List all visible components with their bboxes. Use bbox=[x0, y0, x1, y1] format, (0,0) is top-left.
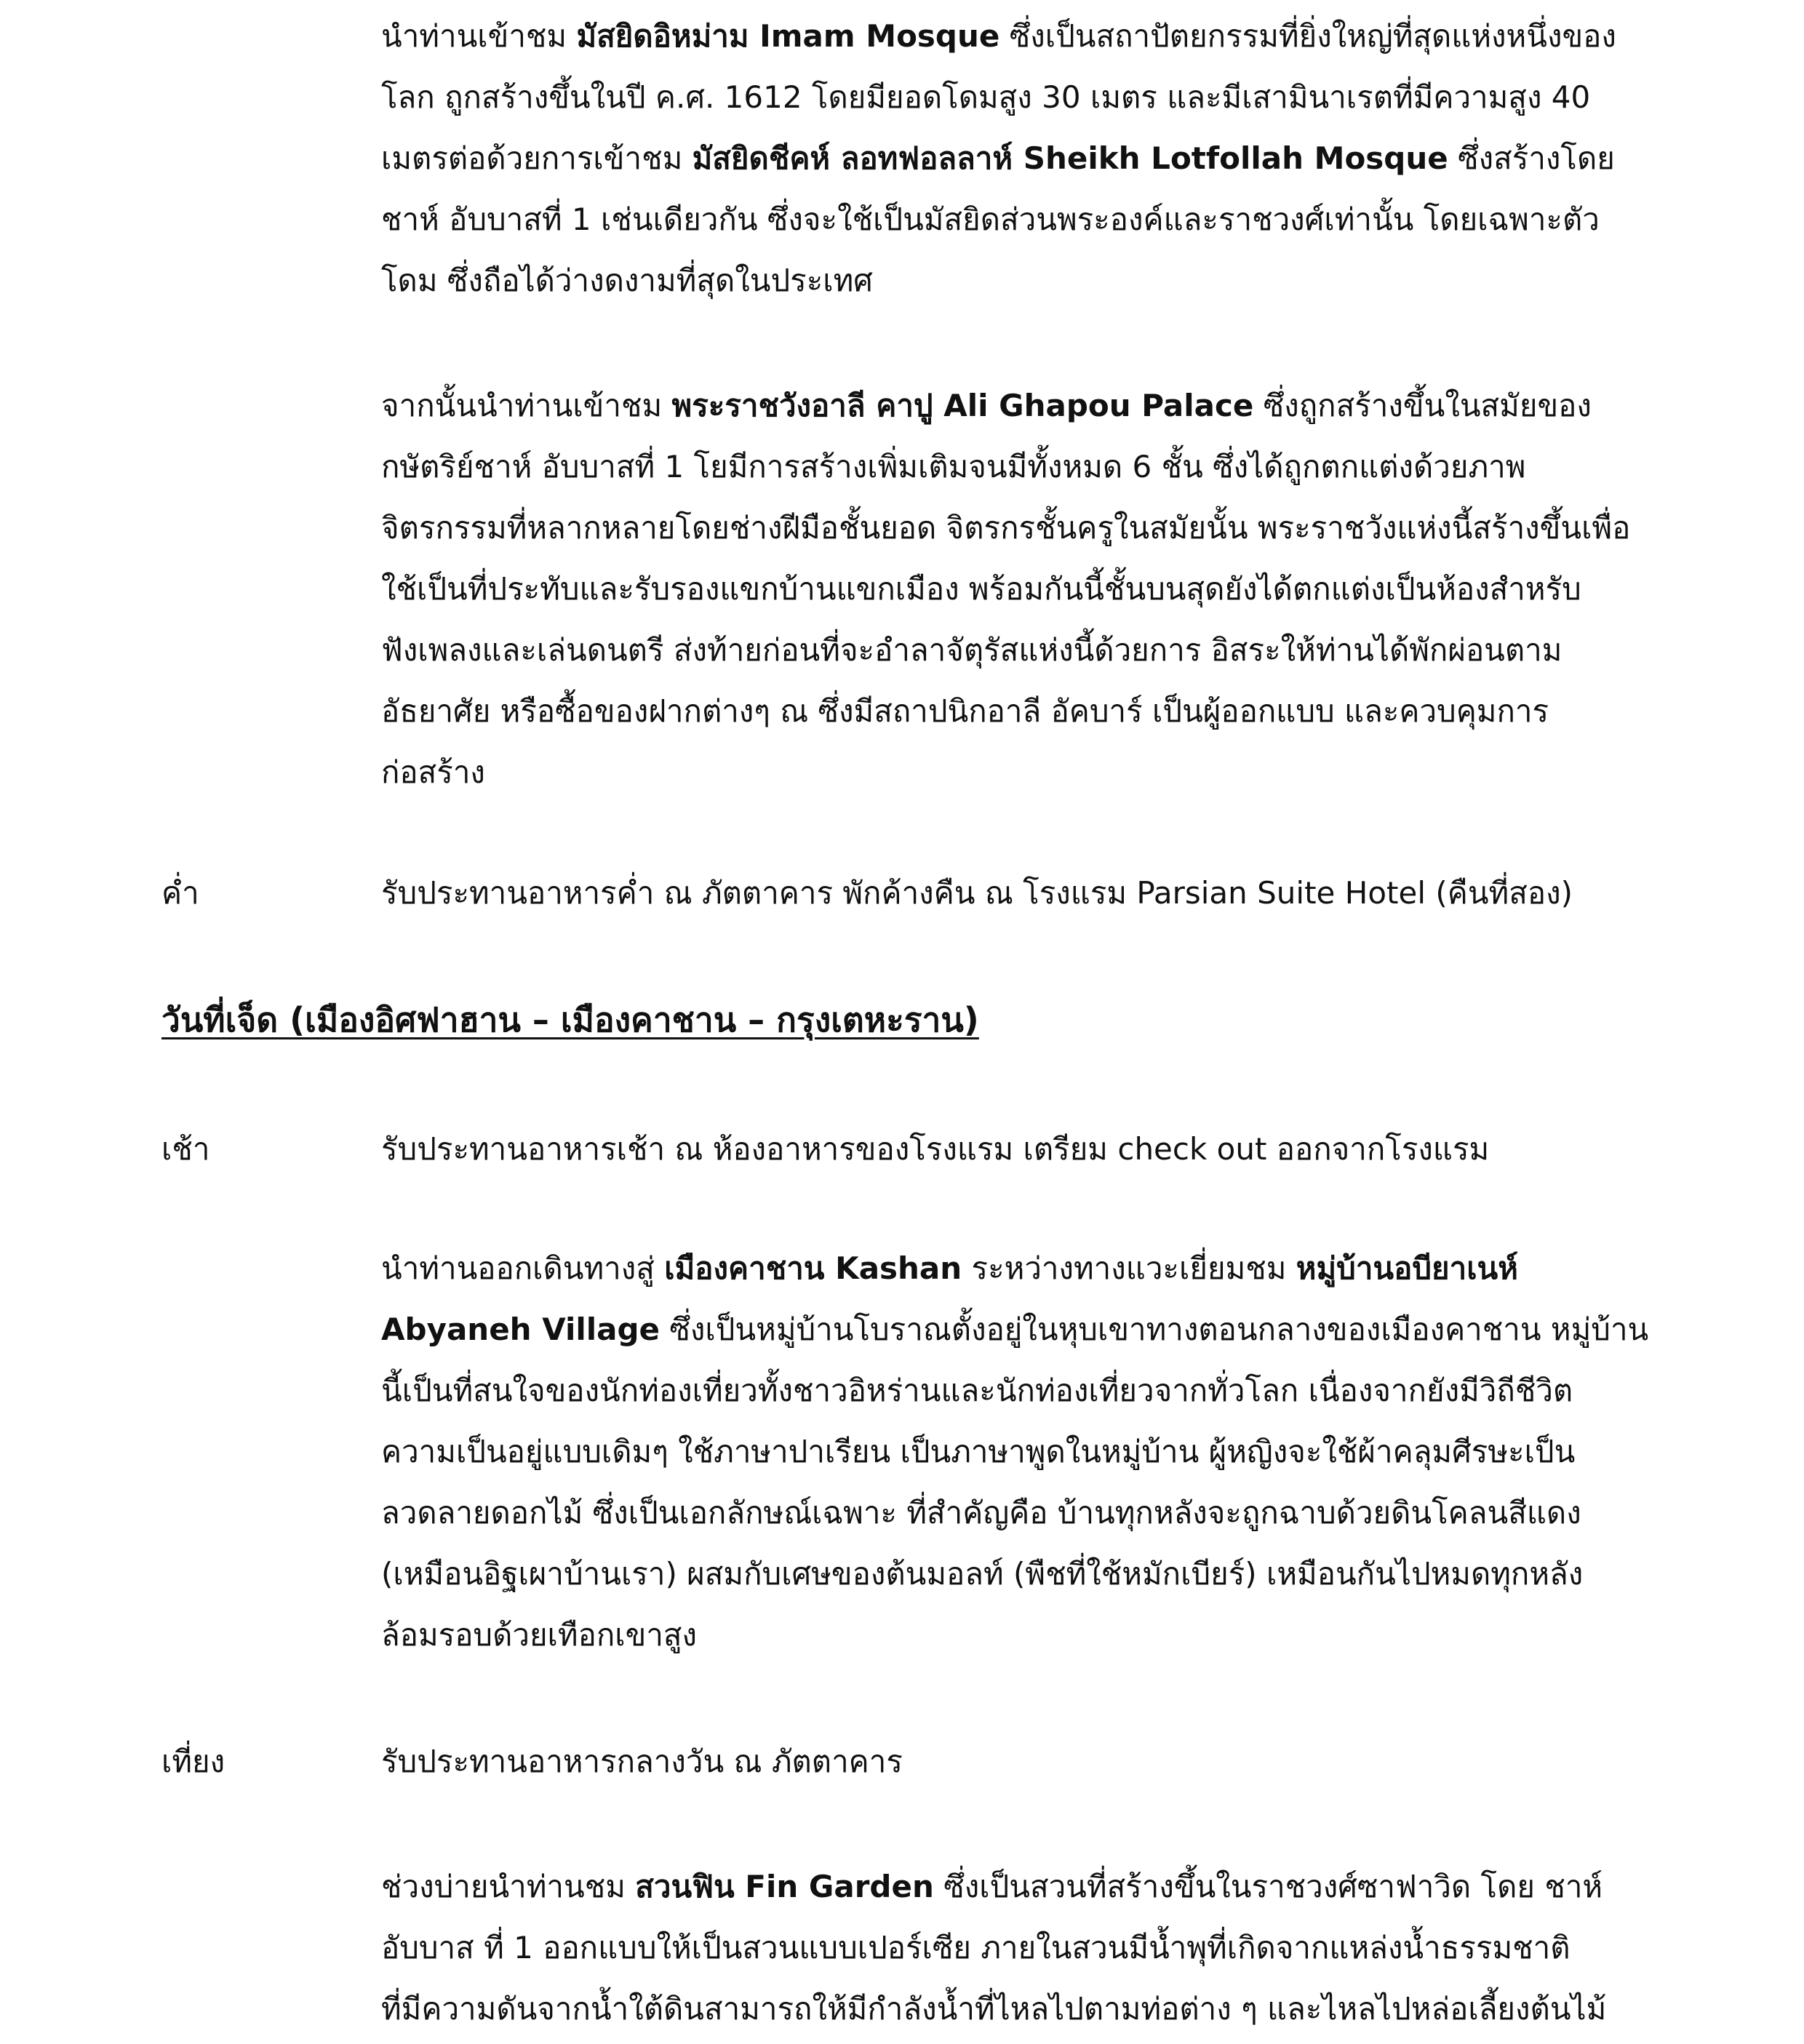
schedule-row-dinner bbox=[0, 863, 1804, 924]
schedule-text-dinner: รับประทานอาหารค่ำ ณ ภัตตาคาร พักค้างคืน ณ โรงแรม Parsian Suite Hotel (คืนที่สอง) bbox=[381, 875, 1573, 911]
paragraph-line: ลวดลายดอกไม้ ซึ่งเป็นเอกลักษณ์เฉพาะ ที่สำคัญคือ บ้านทุกหลังจะถูกฉาบด้วยดินโคลนสีแดง bbox=[381, 1495, 1581, 1530]
paragraph-line: จิตรกรรมที่หลากหลายโดยช่างฝีมือชั้นยอด จิตรกรชั้นครูในสมัยนั้น พระราชวังแห่งนี้สร้างขึ้นเพื่อ bbox=[381, 510, 1631, 546]
paragraph-line: อัธยาศัย หรือซื้อของฝากต่างๆ ณ ซึ่งมีสถาปนิกอาลี อัคบาร์ เป็นผู้ออกแบบ และควบคุมการ bbox=[381, 693, 1549, 729]
paragraph-line: อับบาส ที่ 1 ออกแบบให้เป็นสวนแบบเปอร์เซีย ภายในสวนมีน้ำพุที่เกิดจากแหล่งน้ำธรรมชาติ bbox=[381, 1930, 1570, 1965]
place-name-fin-garden: สวนฟิน Fin Garden bbox=[635, 1869, 934, 1904]
time-label-dinner: ค่ำ bbox=[161, 875, 199, 911]
paragraph-line: ล้อมรอบด้วยเทือกเขาสูง bbox=[381, 1617, 698, 1653]
place-name-imam-mosque: มัสยิดอิหม่าม Imam Mosque bbox=[576, 18, 1000, 54]
paragraph-line: โลก ถูกสร้างขึ้นในปี ค.ศ. 1612 โดยมียอดโดมสูง 30 เมตร และมีเสามินาเรตที่มีความสูง 40 bbox=[381, 79, 1591, 115]
schedule-text-breakfast: รับประทานอาหารเช้า ณ ห้องอาหารของโรงแรม เตรียม check out ออกจากโรงแรม bbox=[381, 1131, 1490, 1167]
paragraph-fin-garden bbox=[381, 1856, 1669, 2040]
paragraph-line: ที่มีความดันจากน้ำใต้ดินสามารถให้มีกำลังน้ำที่ไหลไปตามท่อต่าง ๆ และไหลไปหล่อเลี้ยงต้นไม้ bbox=[381, 1991, 1607, 2027]
place-name-sheikh-lotfollah: มัสยิดชีคห์ ลอทฟอลลาห์ Sheikh Lotfollah Mosque bbox=[692, 140, 1448, 176]
paragraph-line: กษัตริย์ชาห์ อับบาสที่ 1 โยมีการสร้างเพิ่มเติมจนมีทั้งหมด 6 ชั้น ซึ่งได้ถูกตกแต่งด้วยภาพ bbox=[381, 449, 1526, 484]
paragraph-line: นี้เป็นที่สนใจของนักท่องเที่ยวทั้งชาวอิหร่านและนักท่องเที่ยวจากทั่วโลก เนื่องจากยังมีวิถีชีวิต bbox=[381, 1373, 1573, 1408]
paragraph-line: ความเป็นอยู่แบบเดิมๆ ใช้ภาษาปาเรียน เป็นภาษาพูดในหมู่บ้าน ผู้หญิงจะใช้ผ้าคลุมศีรษะเป็น bbox=[381, 1434, 1576, 1469]
paragraph-line: ใช้เป็นที่ประทับและรับรองแขกบ้านแขกเมือง พร้อมกันนี้ชั้นบนสุดยังได้ตกแต่งเป็นห้องสำหรับ bbox=[381, 571, 1581, 607]
place-name-ali-ghapou: พระราชวังอาลี คาปู Ali Ghapou Palace bbox=[671, 388, 1254, 423]
paragraph-abyaneh bbox=[381, 1238, 1669, 1666]
paragraph-line: Abyaneh Village ซึ่งเป็นหมู่บ้านโบราณตั้งอยู่ในหุบเขาทางตอนกลางของเมืองคาชาน หมู่บ้าน bbox=[381, 1312, 1649, 1347]
place-name-kashan: เมืองคาชาน Kashan bbox=[664, 1250, 962, 1286]
paragraph-imam-mosque bbox=[381, 6, 1669, 311]
paragraph-line: ก่อสร้าง bbox=[381, 754, 485, 790]
schedule-row-lunch bbox=[0, 1731, 1804, 1792]
paragraph-line: โดม ซึ่งถือได้ว่างดงามที่สุดในประเทศ bbox=[381, 263, 873, 298]
paragraph-line: ฟังเพลงและเล่นดนตรี ส่งท้ายก่อนที่จะอำลาจัตุรัสแห่งนี้ด้วยการ อิสระให้ท่านได้พักผ่อนตาม bbox=[381, 632, 1562, 668]
place-name-abyaneh-village: Abyaneh Village bbox=[381, 1312, 660, 1347]
paragraph-line: ช่วงบ่ายนำท่านชม สวนฟิน Fin Garden ซึ่งเป็นสวนที่สร้างขึ้นในราชวงศ์ซาฟาวิด โดย ชาห์ bbox=[381, 1869, 1603, 1904]
schedule-text-lunch: รับประทานอาหารกลางวัน ณ ภัตตาคาร bbox=[381, 1744, 903, 1779]
paragraph-line: (เหมือนอิฐเผาบ้านเรา) ผสมกับเศษของต้นมอลท์ (พืชที่ใช้หมักเบียร์) เหมือนกันไปหมดทุกหลัง bbox=[381, 1556, 1584, 1592]
paragraph-line: เมตรต่อด้วยการเข้าชม มัสยิดชีคห์ ลอทฟอลลาห์ Sheikh Lotfollah Mosque ซึ่งสร้างโดย bbox=[381, 140, 1615, 176]
day-heading: วันที่เจ็ด (เมืองอิศฟาฮาน – เมืองคาชาน – กรุงเตหะราน) bbox=[161, 1000, 979, 1039]
time-label-lunch: เที่ยง bbox=[161, 1744, 226, 1779]
place-name-abyaneh-thai: หมู่บ้านอบียาเนห์ bbox=[1296, 1250, 1518, 1286]
time-label-breakfast: เช้า bbox=[161, 1131, 210, 1167]
schedule-row-breakfast bbox=[0, 1119, 1804, 1180]
paragraph-line: จากนั้นนำท่านเข้าชม พระราชวังอาลี คาปู Ali Ghapou Palace ซึ่งถูกสร้างขึ้นในสมัยของ bbox=[381, 388, 1592, 423]
paragraph-line: นำท่านเข้าชม มัสยิดอิหม่าม Imam Mosque ซึ่งเป็นสถาปัตยกรรมที่ยิ่งใหญ่ที่สุดแห่งหนึ่งของ bbox=[381, 18, 1616, 54]
paragraph-ali-ghapou bbox=[381, 375, 1669, 803]
paragraph-line: นำท่านออกเดินทางสู่ เมืองคาชาน Kashan ระหว่างทางแวะเยี่ยมชม หมู่บ้านอบียาเนห์ bbox=[381, 1250, 1518, 1286]
paragraph-line: ชาห์ อับบาสที่ 1 เช่นเดียวกัน ซึ่งจะใช้เป็นมัสยิดส่วนพระองค์และราชวงศ์เท่านั้น โดยเฉพาะตัว bbox=[381, 201, 1600, 237]
